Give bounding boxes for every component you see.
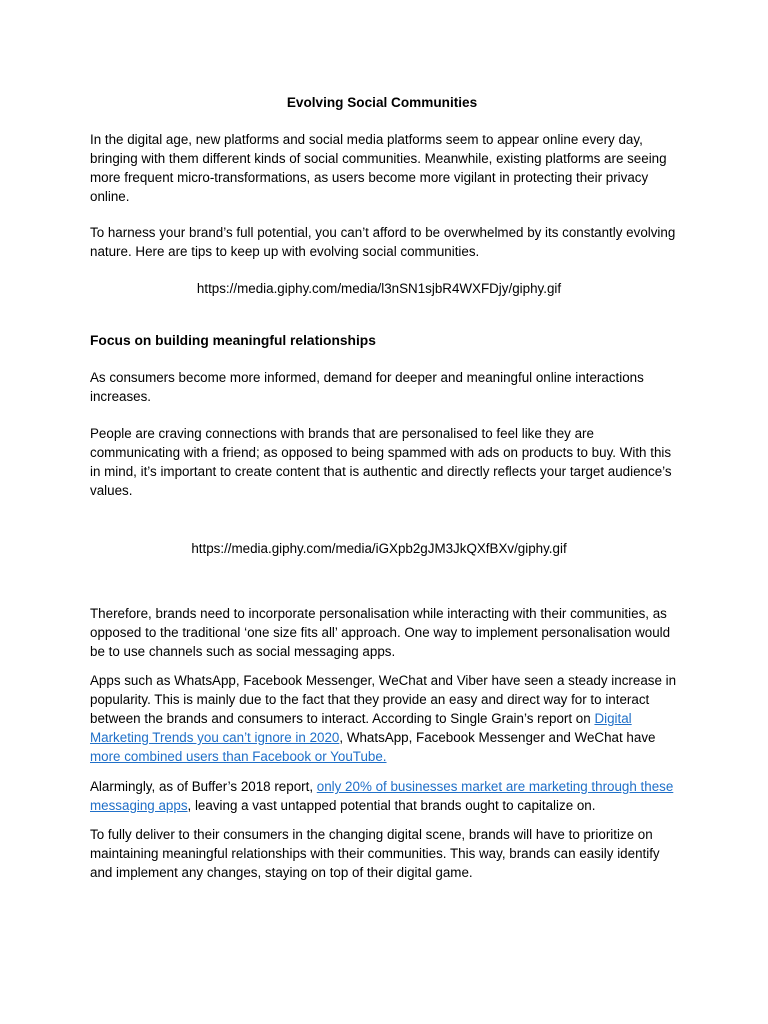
messaging-apps-statistic-link[interactable]: only 20% of businesses market are marketing through these messaging apps [90, 779, 674, 813]
body-paragraph-3: Therefore, brands need to incorporate personalisation while interacting with their communities, as opposed to the traditional ‘one size fits all’ approach. One way to implement personalisation would be to use channels such as social messaging apps. [90, 606, 671, 659]
digital-marketing-trends-link[interactable]: Digital Marketing Trends you can’t ignore in 2020 [90, 711, 632, 745]
paragraph-4-text-a: Apps such as WhatsApp, Facebook Messenger, WeChat and Viber have seen a steady increase in popularity. This is mainly due to the fact that they provide an easy and direct way for to interact between the brands and consumers to interact. According to Single Grain’s report on [90, 673, 677, 726]
intro-paragraph-2: To harness your brand’s full potential, you can’t afford to be overwhelmed by its constantly evolving nature. Here are tips to keep up with evolving social communities. [90, 225, 676, 259]
paragraph-4-text-b: , WhatsApp, Facebook Messenger and WeChat have [339, 730, 656, 745]
section-paragraph-2: People are craving connections with brands that are personalised to feel like they are communicating with a friend; as opposed to being spammed with ads on products to buy. With this in mind, it’s important to create content that is authentic and directly reflects your target audience’s values. [90, 426, 672, 498]
section-heading: Focus on building meaningful relationships [90, 333, 376, 348]
section-paragraph-1: As consumers become more informed, demand for deeper and meaningful online interactions increases. [90, 370, 644, 404]
paragraph-5-text-b: , leaving a vast untapped potential that brands ought to capitalize on. [187, 798, 596, 813]
body-paragraph-6: To fully deliver to their consumers in the changing digital scene, brands will have to prioritize on maintaining meaningful relationships with their communities. This way, brands can easily identify and implement any changes, staying on top of their digital game. [90, 827, 660, 880]
body-paragraph-5 [90, 777, 680, 815]
document-title: Evolving Social Communities [286, 95, 478, 110]
combined-users-link[interactable]: more combined users than Facebook or YouTube. [90, 749, 387, 764]
giphy-url-1: https://media.giphy.com/media/l3nSN1sjbR4WXFDjy/giphy.gif [196, 281, 562, 296]
body-paragraph-4 [90, 671, 680, 766]
giphy-url-2: https://media.giphy.com/media/iGXpb2gJM3JkQXfBXv/giphy.gif [191, 541, 567, 556]
paragraph-5-text-a: Alarmingly, as of Buffer’s 2018 report, [90, 779, 317, 794]
intro-paragraph-1: In the digital age, new platforms and social media platforms seem to appear online every day, bringing with them different kinds of social communities. Meanwhile, existing platforms are seeing more frequent micro-transformations, as users become more vigilant in protecting their privacy online. [90, 132, 667, 204]
